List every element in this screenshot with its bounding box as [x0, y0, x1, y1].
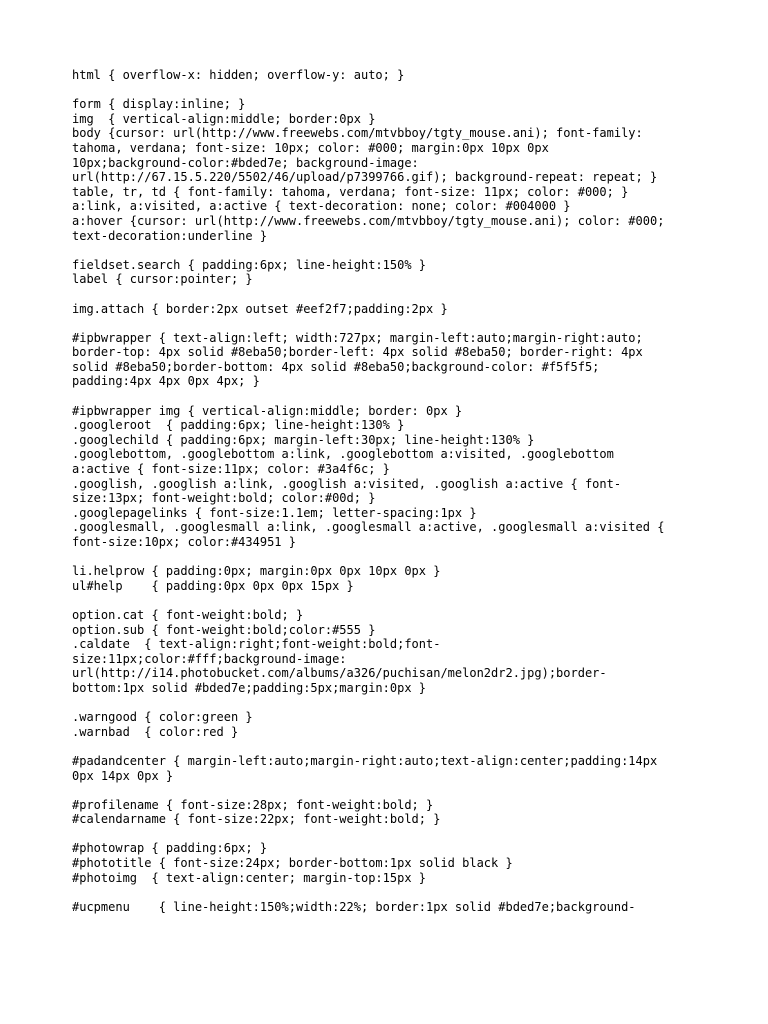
code-line: bottom:1px solid #bded7e;padding:5px;margin:0px } [72, 680, 427, 695]
code-line: a:active { font-size:11px; color: #3a4f6c; } [72, 462, 390, 477]
code-line: img.attach { border:2px outset #eef2f7;padding:2px } [72, 301, 448, 316]
blank-line [72, 885, 712, 900]
blank-line [72, 827, 712, 842]
code-line: #photoimg { text-align:center; margin-top:15px } [72, 870, 427, 885]
code-line: 10px;background-color:#bded7e; background-image: [72, 155, 419, 170]
code-line: #ipbwrapper img { vertical-align:middle; border: 0px } [72, 403, 463, 418]
code-line: border-top: 4px solid #8eba50;border-left: 4px solid #8eba50; border-right: 4px [72, 345, 643, 360]
code-line: li.helprow { padding:0px; margin:0px 0px 10px 0px } [72, 564, 441, 579]
code-line: size:13px; font-weight:bold; color:#00d; } [72, 491, 376, 506]
code-line: ul#help { padding:0px 0px 0px 15px } [72, 578, 354, 593]
code-line: #phototitle { font-size:24px; border-bottom:1px solid black } [72, 856, 513, 871]
code-line: a:hover {cursor: url(http://www.freewebs.com/mtvbboy/tgty_mouse.ani); color: #000; [72, 213, 665, 228]
code-line: .googlish, .googlish a:link, .googlish a:visited, .googlish a:active { font- [72, 476, 622, 491]
code-line: url(http://i14.photobucket.com/albums/a326/puchisan/melon2dr2.jpg);border- [72, 666, 607, 681]
code-line: tahoma, verdana; font-size: 10px; color: #000; margin:0px 10px 0px [72, 140, 549, 155]
code-line: #photowrap { padding:6px; } [72, 841, 268, 856]
code-line: option.sub { font-weight:bold;color:#555 } [72, 622, 376, 637]
blank-line [72, 696, 712, 711]
blank-line [72, 243, 712, 258]
code-line: .googlesmall, .googlesmall a:link, .googlesmall a:active, .googlesmall a:visited { [72, 520, 665, 535]
blank-line [72, 739, 712, 754]
code-line: table, tr, td { font-family: tahoma, verdana; font-size: 11px; color: #000; } [72, 184, 629, 199]
blank-line [72, 83, 712, 98]
code-line: .googlechild { padding:6px; margin-left:30px; line-height:130% } [72, 432, 535, 447]
code-line: text-decoration:underline } [72, 228, 268, 243]
code-line: 0px 14px 0px } [72, 768, 174, 783]
code-line: .googleroot { padding:6px; line-height:130% } [72, 418, 405, 433]
blank-line [72, 593, 712, 608]
code-line: size:11px;color:#fff;background-image: [72, 651, 347, 666]
code-line: solid #8eba50;border-bottom: 4px solid #8eba50;background-color: #f5f5f5; [72, 359, 600, 374]
css-source-text [72, 68, 712, 914]
code-line: html { overflow-x: hidden; overflow-y: auto; } [72, 68, 405, 82]
blank-line [72, 316, 712, 331]
blank-line [72, 550, 712, 565]
code-line: #padandcenter { margin-left:auto;margin-right:auto;text-align:center;padding:14px [72, 753, 658, 768]
code-line: form { display:inline; } [72, 97, 246, 112]
code-line: body {cursor: url(http://www.freewebs.com/mtvbboy/tgty_mouse.ani); font-family: [72, 126, 643, 141]
code-line: #ucpmenu { line-height:150%;width:22%; border:1px solid #bded7e;background- [72, 899, 636, 914]
code-line: .caldate { text-align:right;font-weight:bold;font- [72, 637, 441, 652]
code-line: url(http://67.15.5.220/5502/46/upload/p7399766.gif); background-repeat: repeat; } [72, 170, 658, 185]
code-line: a:link, a:visited, a:active { text-decoration: none; color: #004000 } [72, 199, 571, 214]
blank-line [72, 389, 712, 404]
code-line: .googlebottom, .googlebottom a:link, .googlebottom a:visited, .googlebottom [72, 447, 614, 462]
code-line: .warnbad { color:red } [72, 724, 239, 739]
code-line: fieldset.search { padding:6px; line-height:150% } [72, 257, 427, 272]
blank-line [72, 287, 712, 302]
code-line: img { vertical-align:middle; border:0px } [72, 111, 376, 126]
code-line: #ipbwrapper { text-align:left; width:727px; margin-left:auto;margin-right:auto; [72, 330, 643, 345]
code-line: padding:4px 4px 0px 4px; } [72, 374, 260, 389]
code-line: #calendarname { font-size:22px; font-weight:bold; } [72, 812, 441, 827]
blank-line [72, 783, 712, 798]
code-line: .warngood { color:green } [72, 710, 253, 725]
code-line: #profilename { font-size:28px; font-weight:bold; } [72, 797, 434, 812]
code-line: option.cat { font-weight:bold; } [72, 607, 304, 622]
code-line: label { cursor:pointer; } [72, 272, 253, 287]
code-line: font-size:10px; color:#434951 } [72, 535, 296, 549]
code-line: .googlepagelinks { font-size:1.1em; letter-spacing:1px } [72, 505, 477, 520]
